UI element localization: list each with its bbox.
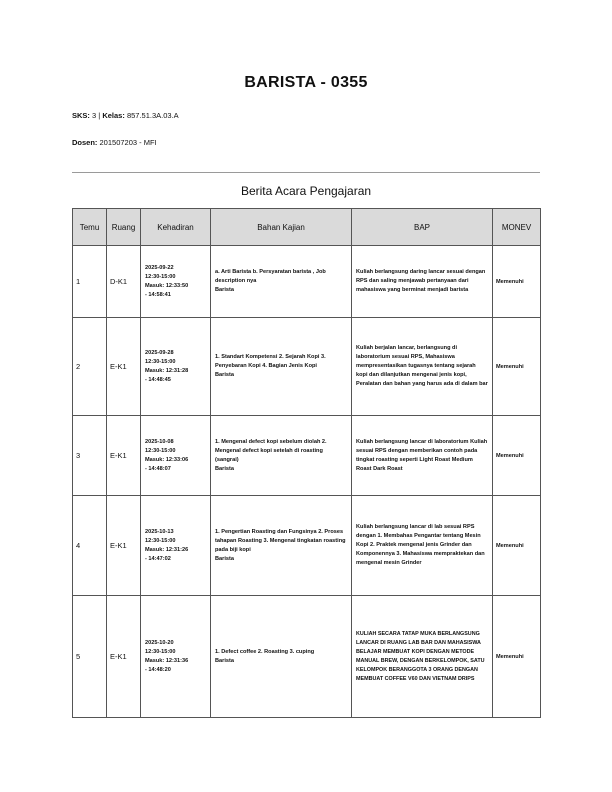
table-row — [73, 496, 541, 596]
bahan-sub: Barista — [215, 287, 234, 293]
monev-cell: Memenuhi — [493, 318, 541, 416]
ruang-cell: E-K1 — [107, 318, 141, 416]
header-monev: MONEV — [493, 209, 541, 246]
bap-cell: Kuliah berlangsung lancar di lab sesuai RPS dengan 1. Membahas Pengantar tentang Mesin Kopi 2. Praktek mengenal jenis Grinder dan Komponennya 3. Mahasiswa mempraktekan dan mengenal mesin Grinder — [352, 496, 493, 596]
table-header-row — [73, 209, 541, 246]
table-row — [73, 416, 541, 496]
bahan-text: 1. Standart Kompetensi 2. Sejarah Kopi 3. Penyebaran Kopi 4. Bagian Jenis Kopi — [215, 354, 326, 369]
bahan-text: a. Arti Barista b. Persyaratan barista , Job description nya — [215, 269, 326, 284]
meta-separator: | — [98, 111, 101, 120]
bahan-sub: Barista — [215, 657, 234, 664]
ruang-cell: E-K1 — [107, 496, 141, 596]
header-bap: BAP — [352, 209, 493, 246]
course-title: BARISTA - 0355 — [244, 74, 368, 91]
header-kehadiran: Kehadiran — [141, 209, 211, 246]
temu-cell: 5 — [73, 596, 107, 718]
bap-cell: Kuliah berlangsung daring lancar sesuai dengan RPS dan saling menjawab pertanyaan dari mahasiswa yang berminat menjadi barista — [352, 246, 493, 318]
bap-cell: KULIAH SECARA TATAP MUKA BERLANGSUNG LANCAR DI RUANG LAB BAR DAN MAHASISWA BELAJAR MEMBUAT KOPI DENGAN METODE MANUAL BREW, DENGAN BERKELOMPOK, SATU KELOMPOK BERANGGOTA 3 ORANG DENGAN MEMBUAT COFFEE V60 DAN VIETNAM DRIPS — [352, 596, 493, 718]
divider — [72, 172, 540, 173]
bahan-sub: Barista — [215, 465, 234, 472]
table-row — [73, 318, 541, 416]
header-ruang: Ruang — [107, 209, 141, 246]
temu-cell: 1 — [73, 246, 107, 318]
kehadiran-cell: 2025-10-08 12:30-15:00 Masuk: 12:33:06 - 14:48:07 — [141, 416, 211, 496]
sks-value: 3 — [92, 111, 97, 120]
monev-cell: Memenuhi — [493, 416, 541, 496]
course-sks-kelas — [72, 111, 179, 120]
section-title: Berita Acara Pengajaran — [240, 184, 372, 198]
bahan-cell — [211, 318, 352, 416]
ruang-cell: D-K1 — [107, 246, 141, 318]
bap-cell: Kuliah berlangsung lancar di laboratorium Kuliah sesuai RPS dengan memberikan contoh pada tingkat roasting seperti Light Roast Medium Roast Dark Roast — [352, 416, 493, 496]
kelas-value: 857.51.3A.03.A — [126, 111, 179, 120]
kehadiran-cell: 2025-09-28 12:30-15:00 Masuk: 12:31:28 - 14:48:45 — [141, 318, 211, 416]
temu-cell: 3 — [73, 416, 107, 496]
header-temu: Temu — [73, 209, 107, 246]
kehadiran-cell: 2025-10-13 12:30-15:00 Masuk: 12:31:26 - 14:47:02 — [141, 496, 211, 596]
bahan-cell — [211, 416, 352, 496]
course-dosen — [72, 138, 157, 147]
header-bahan-kajian: Bahan Kajian — [211, 209, 352, 246]
ruang-cell: E-K1 — [107, 416, 141, 496]
bahan-text: 1. Pengertian Roasting dan Fungsinya 2. Proses tahapan Roasting 3. Mengenal tingkatan roasting pada biji kopi — [215, 528, 346, 553]
table-row — [73, 596, 541, 718]
bahan-cell — [211, 246, 352, 318]
table-row — [73, 246, 541, 318]
bahan-text: 1. Mengenal defect kopi sebelum diolah 2. Mengenal defect kopi setelah di roasting (sangrai) — [215, 438, 327, 463]
bahan-sub: Barista — [215, 372, 234, 378]
sks-label: SKS: — [72, 111, 90, 120]
bahan-sub: Barista — [215, 555, 234, 562]
temu-cell: 2 — [73, 318, 107, 416]
dosen-label: Dosen: — [72, 138, 98, 147]
kelas-label: Kelas: — [102, 111, 125, 120]
monev-cell: Memenuhi — [493, 246, 541, 318]
bap-table — [72, 208, 541, 718]
dosen-value: 201507203 - MFI — [99, 138, 157, 147]
bahan-text: 1. Defect coffee 2. Roasting 3. cuping — [215, 648, 315, 655]
bahan-cell — [211, 496, 352, 596]
monev-cell: Memenuhi — [493, 596, 541, 718]
ruang-cell: E-K1 — [107, 596, 141, 718]
bap-cell: Kuliah berjalan lancar, berlangsung di laboratorium sesuai RPS, Mahasiswa mempresentasikan tugasnya tentang sejarah kopi dan dilanjutkan mengenai jenis kopi, Peralatan dan bahan yang harus ada di dalam bar — [352, 318, 493, 416]
kehadiran-cell: 2025-09-22 12:30-15:00 Masuk: 12:33:50 - 14:58:41 — [141, 246, 211, 318]
monev-cell: Memenuhi — [493, 496, 541, 596]
kehadiran-cell: 2025-10-20 12:30-15:00 Masuk: 12:31:36 - 14:48:20 — [141, 596, 211, 718]
bahan-cell — [211, 596, 352, 718]
temu-cell: 4 — [73, 496, 107, 596]
